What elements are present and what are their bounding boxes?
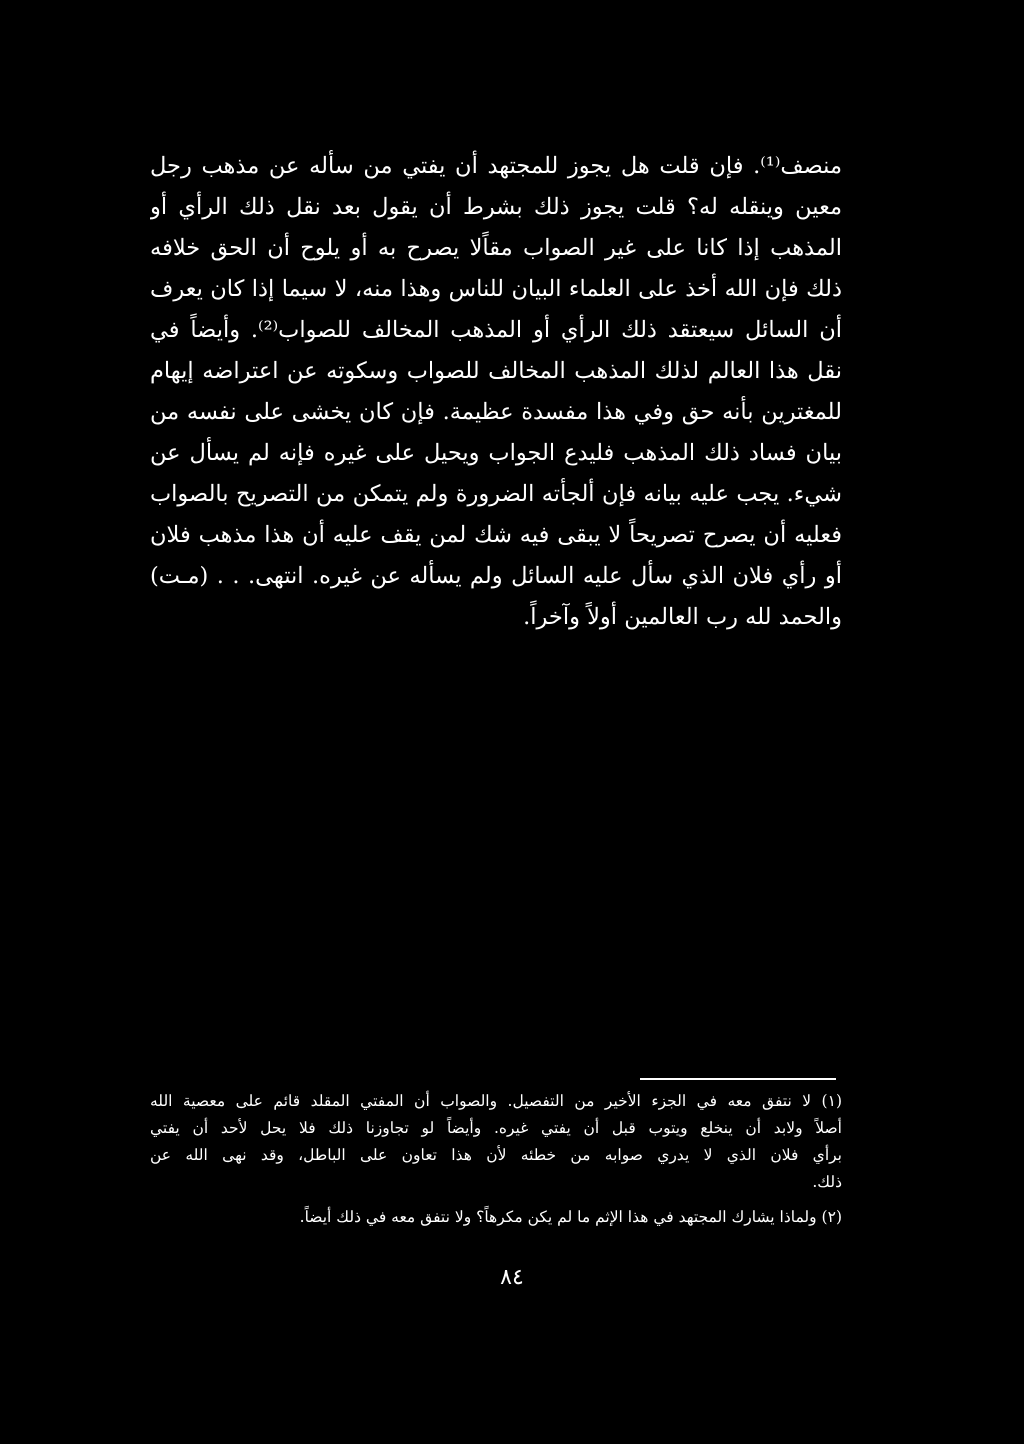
text-line: منصف⁽¹⁾. فإن قلت هل يجوز للمجتهد أن يفتي من سأله عن مذهب رجل (150, 153, 842, 179)
text-line: معين وينقله له؟ قلت يجوز ذلك بشرط أن يقول بعد نقل ذلك الرأي أو (150, 194, 842, 220)
text-line: نقل هذا العالم لذلك المذهب المخالف للصواب وسكوته عن اعتراضه إيهام (150, 358, 842, 384)
text-line: للمغترين بأنه حق وفي هذا مفسدة عظيمة. فإن كان يخشى على نفسه من (150, 399, 842, 425)
text-line: فعليه أن يصرح تصريحاً لا يبقى فيه شك لمن يقف عليه أن هذا مذهب فلان (150, 522, 842, 548)
footnote-2 (150, 1204, 842, 1231)
text-line: أن السائل سيعتقد ذلك الرأي أو المذهب المخالف للصواب⁽²⁾. وأيضاً في (150, 317, 842, 343)
footnote-line: (١) لا نتفق معه في الجزء الأخير من التفصيل. والصواب أن المفتي المقلد قائم على معصية الله (150, 1092, 842, 1110)
text-line: ذلك فإن الله أخذ على العلماء البيان للناس وهذا منه، لا سيما إذا كان يعرف (150, 276, 842, 302)
footnotes (150, 1088, 842, 1231)
text-line: بيان فساد ذلك المذهب فليدع الجواب ويحيل على غيره فإنه لم يسأل عن (150, 440, 842, 466)
footnote-line: أصلاً ولابد أن ينخلع ويتوب قبل أن يفتي غيره. وأيضاً لو تجاوزنا ذلك فلا يحل لأحد أن يفتي (150, 1119, 842, 1137)
footnote-spacer (150, 1196, 842, 1204)
main-text-body (150, 146, 842, 638)
text-line-closing: والحمد لله رب العالمين أولاً وآخراً. (523, 604, 842, 630)
footnote-separator (640, 1078, 836, 1080)
page-number: ٨٤ (500, 1265, 524, 1290)
text-line: أو رأي فلان الذي سأل عليه السائل ولم يسأله عن غيره. انتهى. . . (مـت) (150, 563, 842, 589)
footnote-1 (150, 1088, 842, 1196)
text-line: المذهب إذا كانا على غير الصواب مقاًلا يصرح به أو يلوح أن الحق خلافه (150, 235, 842, 261)
footnote-line: ذلك. (812, 1173, 842, 1191)
footnote-line: برأي فلان الذي لا يدري صوابه من خطئه لأن هذا تعاون على الباطل، وقد نهى الله عن (150, 1146, 842, 1164)
footnote-line: (٢) ولماذا يشارك المجتهد في هذا الإثم ما لم يكن مكرهاً؟ ولا نتفق معه في ذلك أيضاً. (299, 1208, 842, 1226)
text-line: شيء. يجب عليه بيانه فإن ألجأته الضرورة ولم يتمكن من التصريح بالصواب (150, 481, 842, 507)
